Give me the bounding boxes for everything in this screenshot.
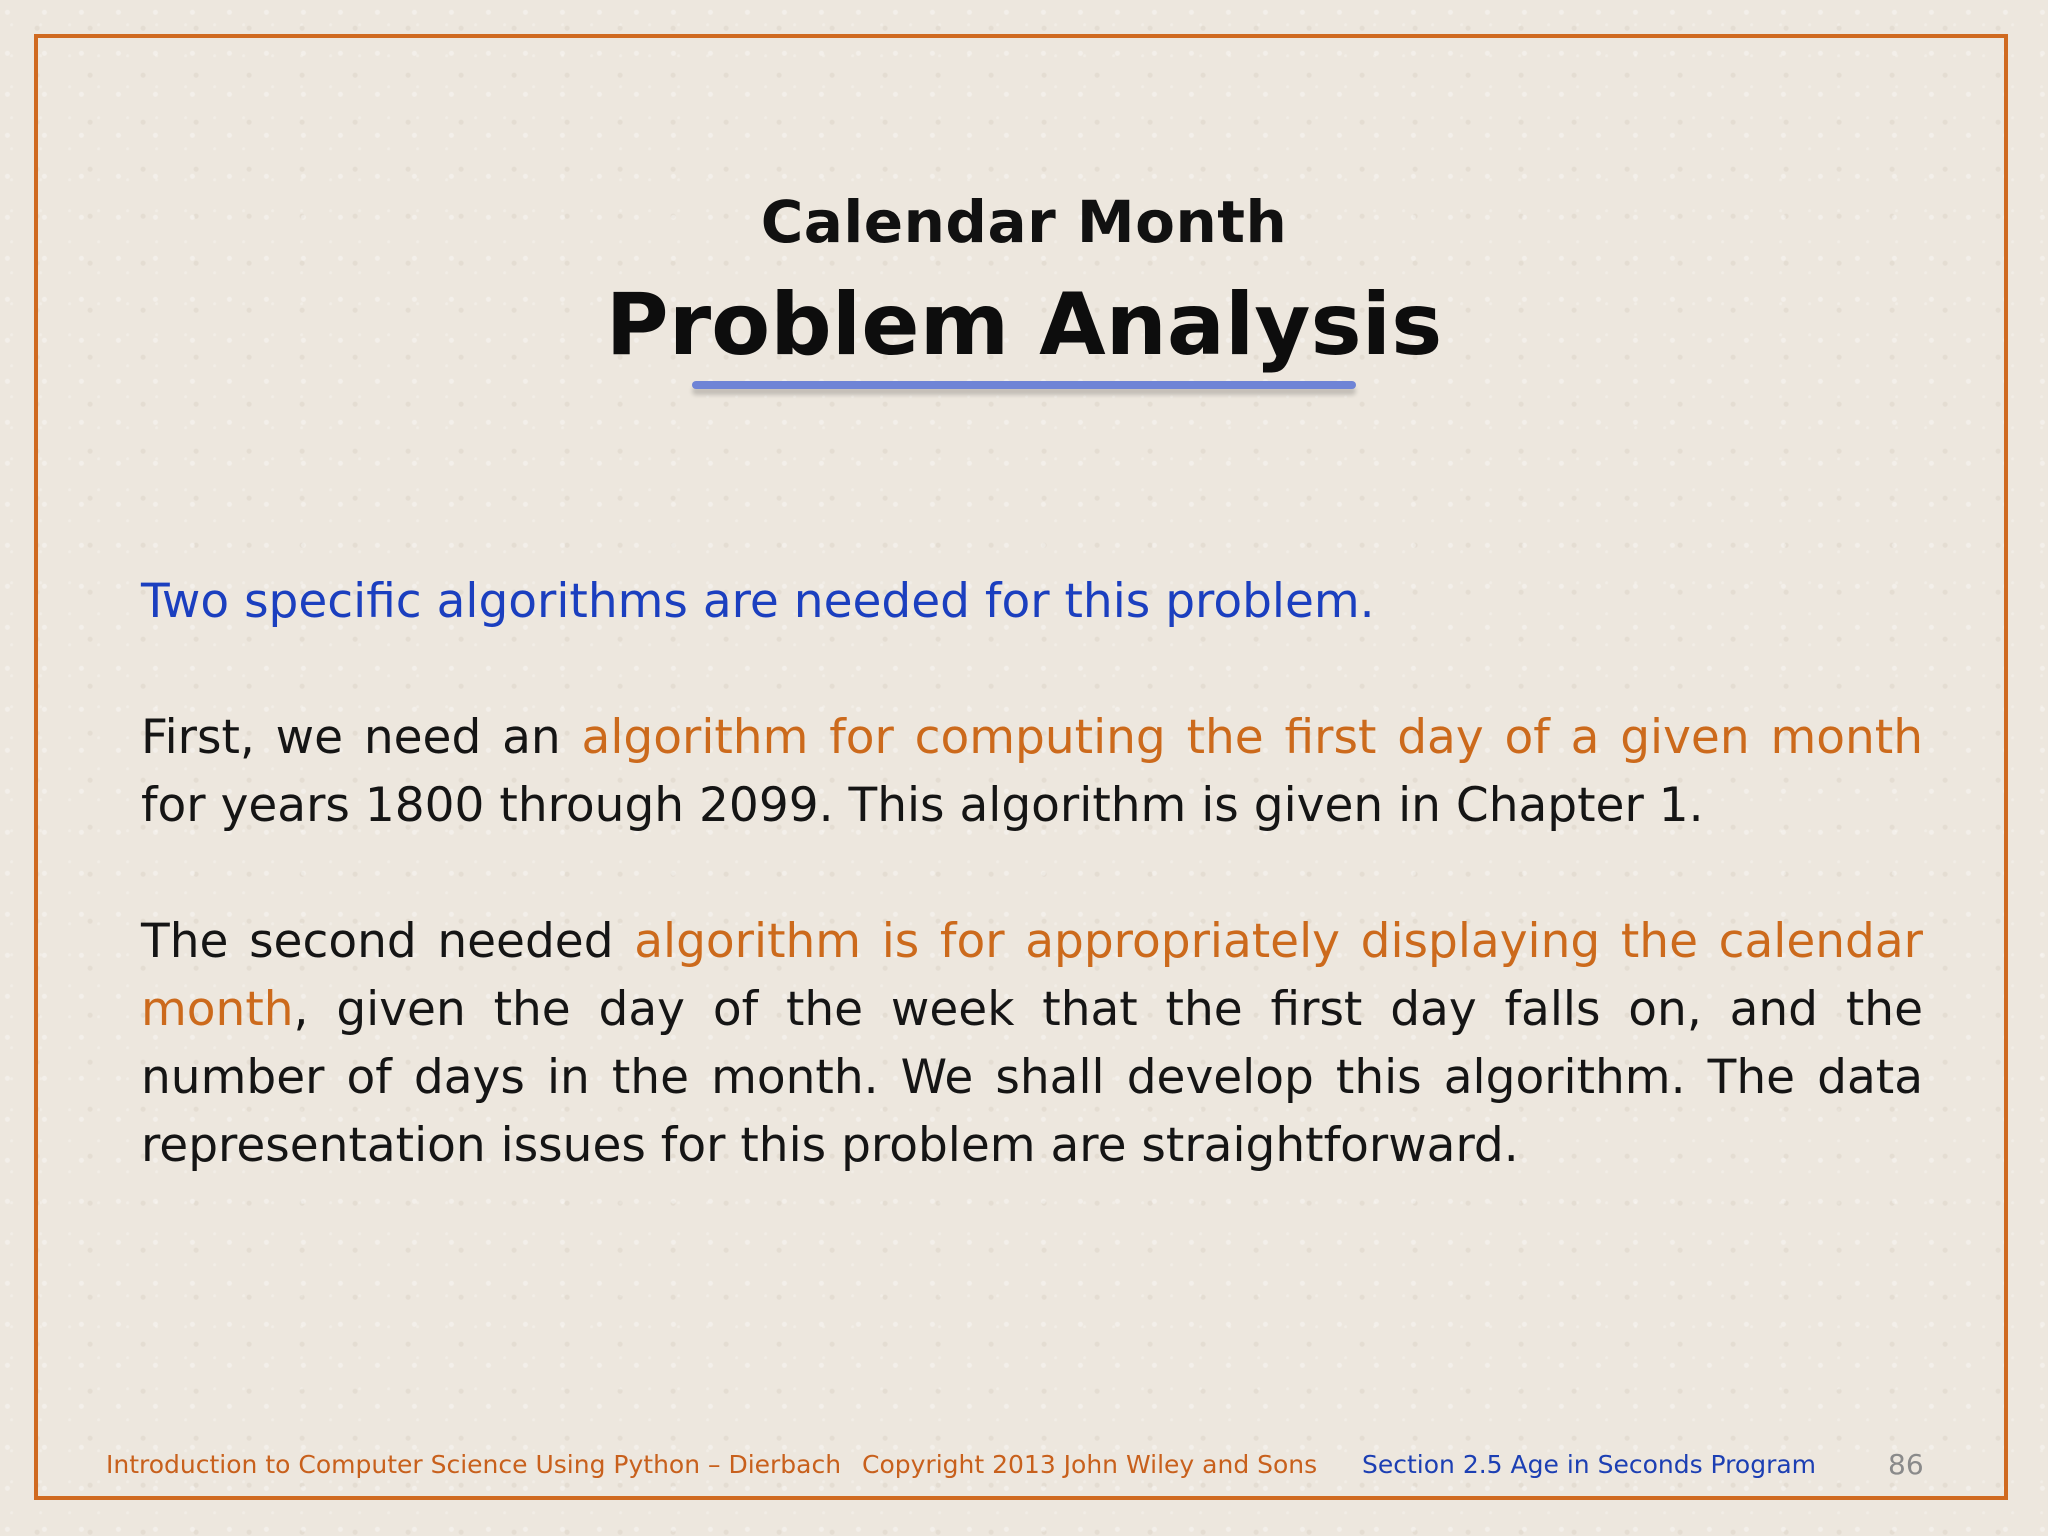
para1-highlight: algorithm for computing the first day of a given month	[581, 710, 1923, 765]
slide-body	[141, 568, 1923, 1248]
paragraph-second-algorithm	[141, 908, 1923, 1180]
footer-copyright: Copyright 2013 John Wiley and Sons	[862, 1450, 1318, 1479]
para2-text-before: The second needed	[141, 914, 635, 969]
title-underline	[692, 381, 1356, 389]
slide-title: Problem Analysis	[605, 275, 1443, 375]
intro-text: Two specific algorithms are needed for this problem.	[141, 574, 1375, 629]
footer-book-title: Introduction to Computer Science Using Python – Dierbach	[106, 1450, 842, 1479]
para2-text-after: , given the day of the week that the first day falls on, and the number of days in the month. We shall develop this algorithm. The data representation issues for this problem are straightforward.	[141, 982, 1923, 1173]
page-number: 86	[1888, 1448, 1924, 1481]
para2-highlight: algorithm is for appropriately displaying the calendar month	[141, 914, 1924, 1037]
footer-section: Section 2.5 Age in Seconds Program	[1362, 1450, 1817, 1479]
paragraph-first-algorithm	[141, 704, 1923, 840]
para1-text-after: for years 1800 through 2099. This algorithm is given in Chapter 1.	[141, 778, 1704, 833]
para1-text-before: First, we need an	[141, 710, 582, 765]
slide-subtitle: Calendar Month	[760, 188, 1288, 256]
